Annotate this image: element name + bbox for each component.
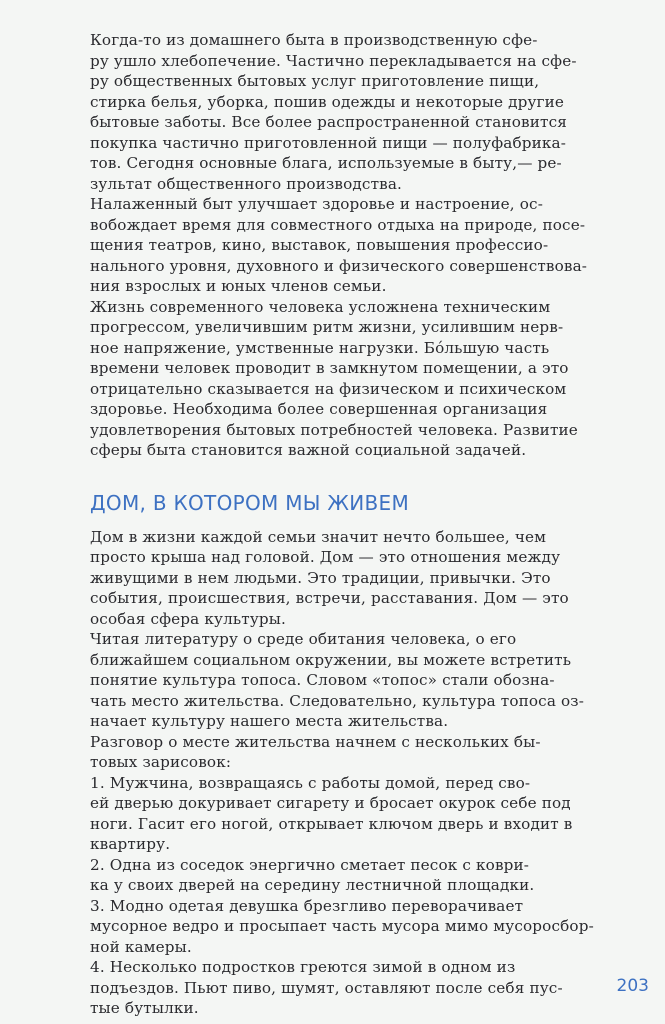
list-item-sketch-1: 1. Мужчина, возвращаясь с работы домой, перед сво- ей дверью докуривает сигарету и бросает окурок себе под ноги. Гасит его ногой, открывает ключом дверь и входит в квартиру. — [90, 773, 573, 853]
paragraph-modern-life: Жизнь современного человека усложнена техническим прогрессом, увеличившим ритм жизни, усилившим нерв- ное напряжение, умственные нагрузки. Бóльшую часть времени человек проводит в замкнутом помещении, а это отрицательно сказывается на физическом и психическом здоровье. Необходима более совершенная организация удовлетворения бытовых потребностей человека. Развитие сферы быта становится важной социальной задачей. — [90, 297, 578, 459]
list-item-sketch-3: 3. Модно одетая девушка брезгливо переворачивает мусорное ведро и просыпает часть мусора мимо мусоросбор- ной камеры. — [90, 896, 594, 956]
section-heading: ДОМ, В КОТОРОМ МЫ ЖИВЕМ — [90, 490, 410, 515]
paragraph-organized-life: Налаженный быт улучшает здоровье и настроение, ос- вобождает время для совместного отдыха на природе, посе- щения театров, кино, выставок, повышения профессио- нального уровня, духовного и физического совершенствова- ния взрослых и юных членов семьи. — [90, 195, 588, 295]
paragraph-domestic-production: Когда-то из домашнего быта в производственную сфе- ру ушло хлебопечение. Частично перекладывается на сфе- ру общественных бытовых услуг приготовление пищи, стирка белья, уборка, пошив одежды и некоторые другие бытовые заботы. Все более распространенной становится покупка частично приготовленной пищи — полуфабрика- тов. Сегодня основные блага, используемые в быту,— ре- зультат общественного производства. — [90, 31, 577, 193]
page-content — [90, 30, 618, 1019]
list-item-sketch-4: 4. Несколько подростков греются зимой в одном из подъездов. Пьют пиво, шумят, оставляют после себя пус- тые бутылки. — [90, 958, 563, 1017]
paragraph-home-meaning: Дом в жизни каждой семьи значит нечто большее, чем просто крыша над головой. Дом — это отношения между живущими в нем людьми. Это традиции, привычки. Это события, происшествия, встречи, расставания. Дом — это особая сфера культуры. — [90, 527, 569, 628]
list-item-sketch-2: 2. Одна из соседок энергично сметает песок с коври- ка у своих дверей на середину лестничной площадки. — [90, 855, 535, 894]
paragraph-topos-culture: Читая литературу о среде обитания человека, о его ближайшем социальном окружении, вы можете встретить понятие культура топоса. Словом «топос» стали обозна- чать место жительства. Следовательно, культура топоса оз- начает культуру нашего места жительства. — [90, 630, 585, 730]
paragraph-sketches-intro: Разговор о месте жительства начнем с нескольких бы- товых зарисовок: — [90, 732, 541, 771]
page-number: 203 — [616, 976, 649, 996]
